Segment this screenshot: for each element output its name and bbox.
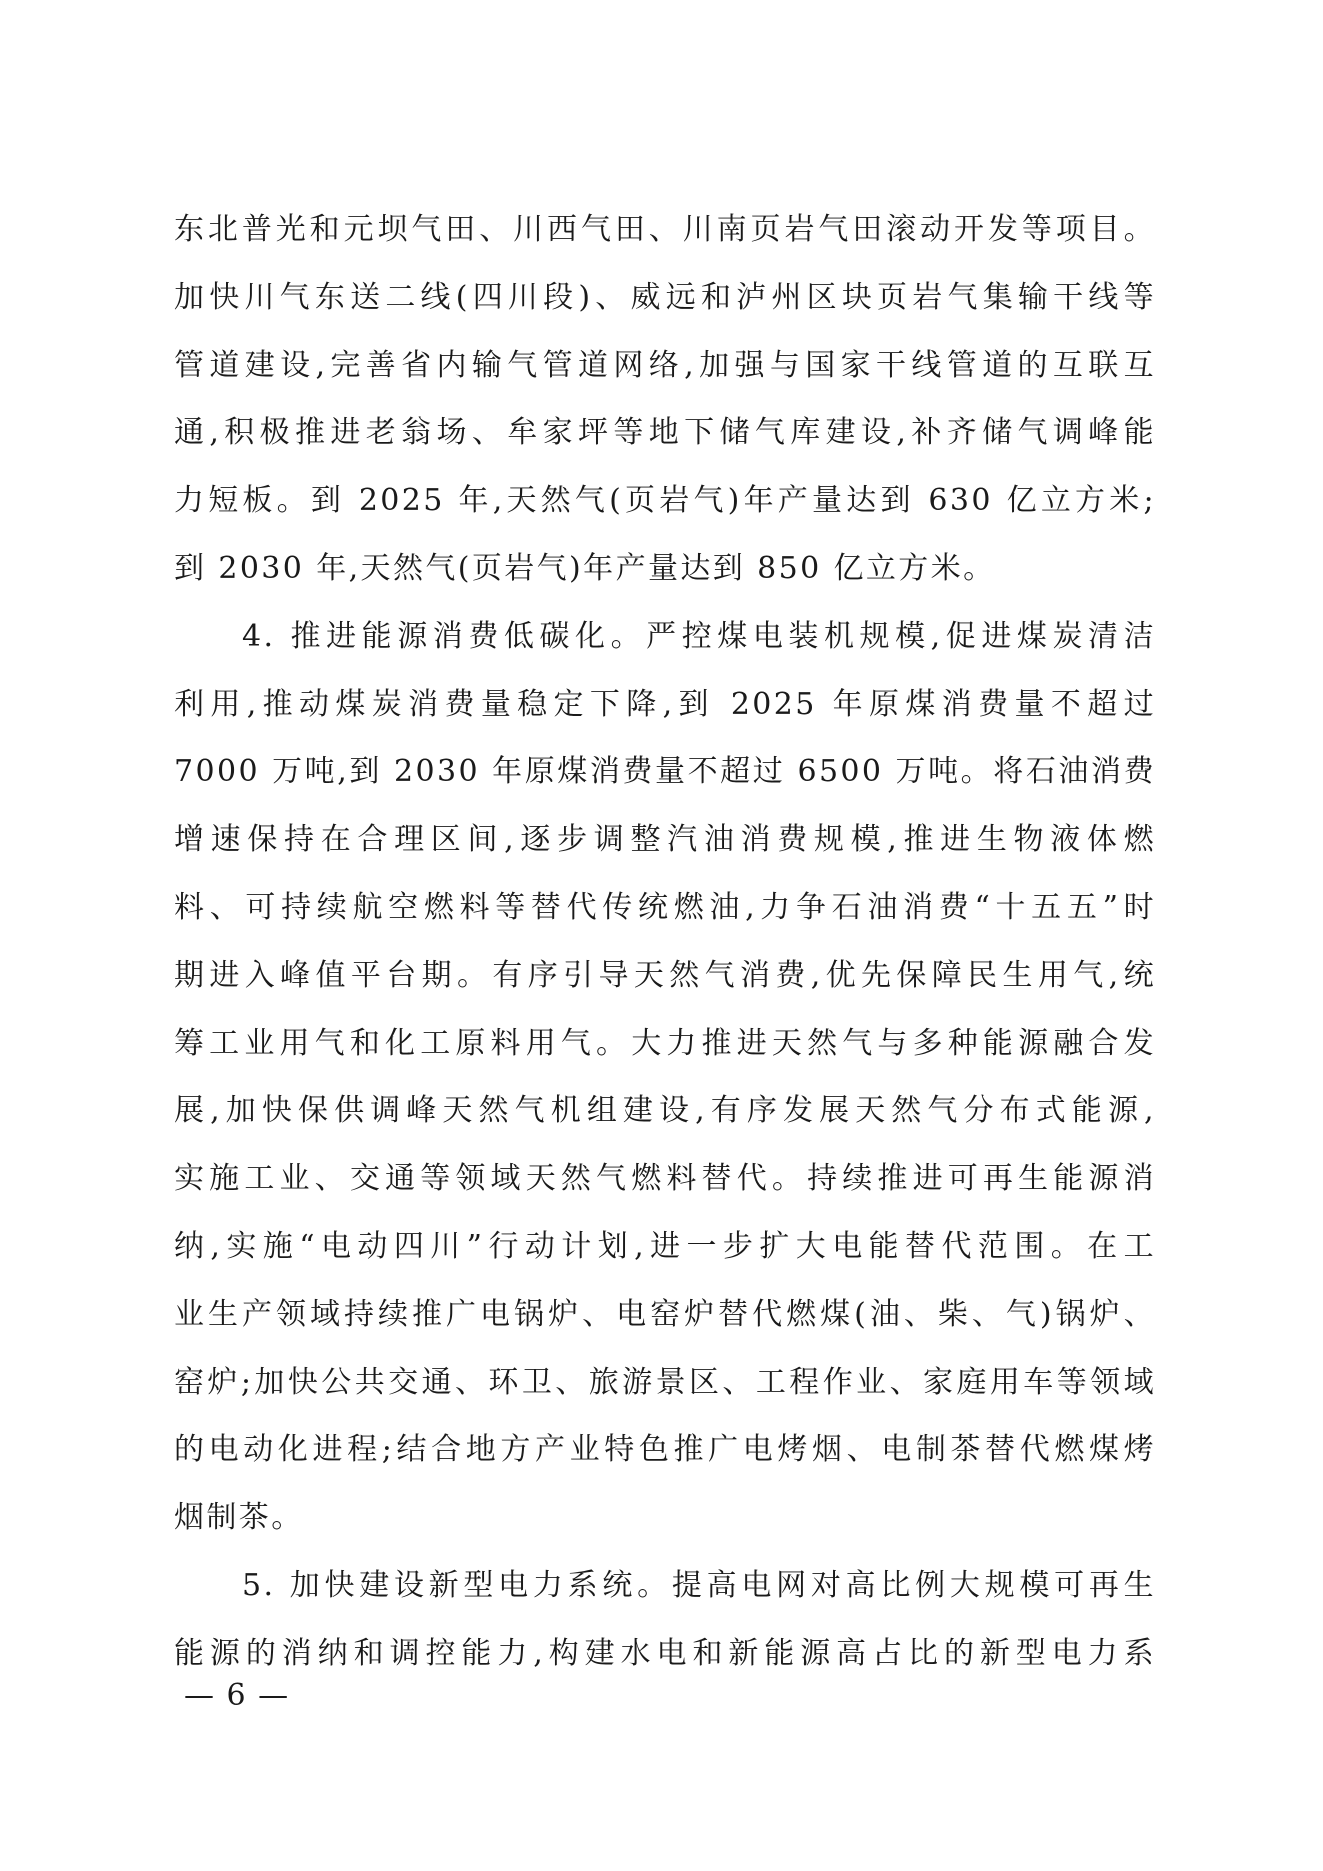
section-heading-4: 4. 推进能源消费低碳化。严控煤电装机规模,促进煤炭清洁	[242, 618, 1156, 654]
text-line: 展,加快保供调峰天然气机组建设,有序发展天然气分布式能源,	[174, 1093, 1156, 1129]
text-line: 窑炉;加快公共交通、环卫、旅游景区、工程作业、家庭用车等领域	[174, 1364, 1156, 1400]
text-line: 能源的消纳和调控能力,构建水电和新能源高占比的新型电力系	[174, 1635, 1156, 1671]
section-heading-5: 5. 加快建设新型电力系统。提高电网对高比例大规模可再生	[242, 1567, 1156, 1603]
text-line: 的电动化进程;结合地方产业特色推广电烤烟、电制茶替代燃煤烤	[174, 1432, 1156, 1468]
text-line: 到 2030 年,天然气(页岩气)年产量达到 850 亿立方米。	[174, 550, 996, 586]
text-line: 筹工业用气和化工原料用气。大力推进天然气与多种能源融合发	[174, 1025, 1156, 1061]
text-line: 纳,实施“电动四川”行动计划,进一步扩大电能替代范围。在工	[174, 1228, 1156, 1264]
page-number: — 6 —	[184, 1678, 290, 1713]
text-line: 业生产领域持续推广电锅炉、电窑炉替代燃煤(油、柴、气)锅炉、	[174, 1296, 1156, 1332]
text-line: 力短板。到 2025 年,天然气(页岩气)年产量达到 630 亿立方米;	[174, 483, 1156, 519]
body-text	[174, 196, 1156, 1688]
text-line: 期进入峰值平台期。有序引导天然气消费,优先保障民生用气,统	[174, 957, 1156, 993]
text-line: 7000 万吨,到 2030 年原煤消费量不超过 6500 万吨。将石油消费	[174, 754, 1156, 790]
text-line: 加快川气东送二线(四川段)、威远和泸州区块页岩气集输干线等	[174, 279, 1156, 315]
text-line: 增速保持在合理区间,逐步调整汽油消费规模,推进生物液体燃	[174, 822, 1156, 858]
text-line: 利用,推动煤炭消费量稳定下降,到 2025 年原煤消费量不超过	[174, 686, 1156, 722]
text-line: 通,积极推进老翁场、牟家坪等地下储气库建设,补齐储气调峰能	[174, 415, 1156, 451]
text-line: 烟制茶。	[174, 1500, 304, 1536]
text-line: 东北普光和元坝气田、川西气田、川南页岩气田滚动开发等项目。	[174, 212, 1156, 247]
text-line: 实施工业、交通等领域天然气燃料替代。持续推进可再生能源消	[174, 1161, 1156, 1197]
text-line: 料、可持续航空燃料等替代传统燃油,力争石油消费“十五五”时	[174, 889, 1156, 925]
text-line: 管道建设,完善省内输气管道网络,加强与国家干线管道的互联互	[174, 347, 1156, 383]
